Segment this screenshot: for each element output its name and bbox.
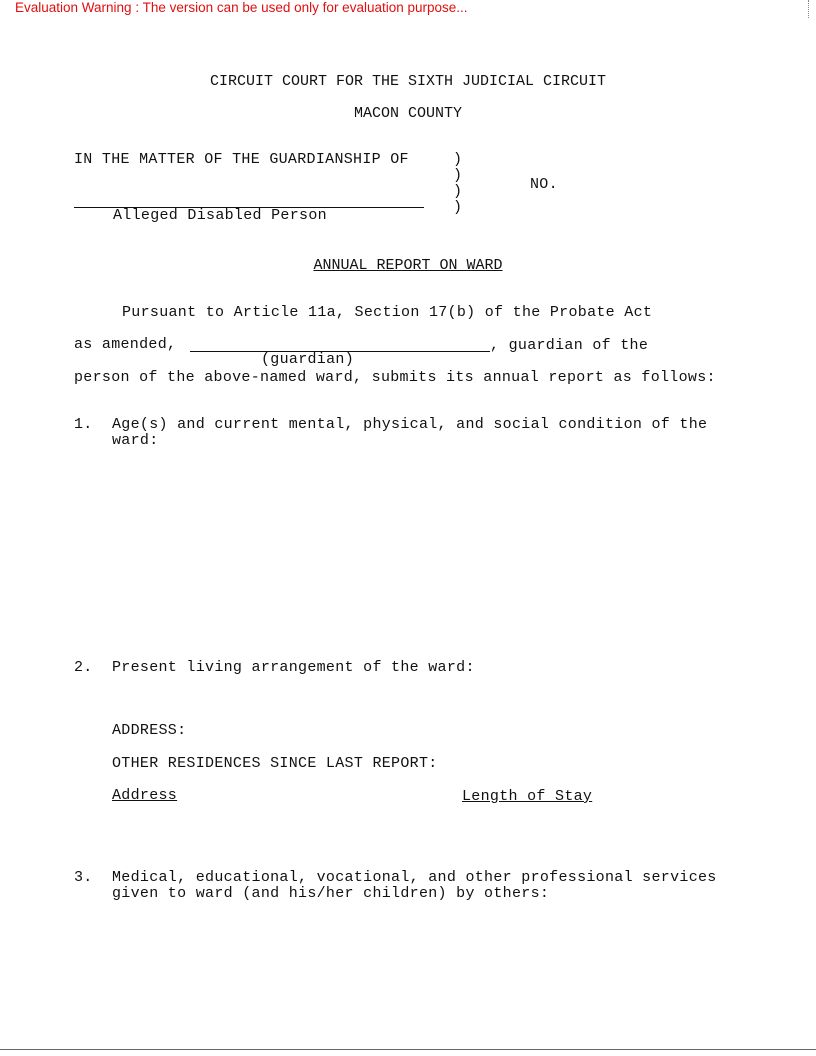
item-1-line-1: Age(s) and current mental, physical, and social condition of the	[112, 416, 708, 433]
case-number-label: NO.	[530, 176, 558, 193]
guardian-label: (guardian)	[261, 351, 355, 368]
court-name: CIRCUIT COURT FOR THE SIXTH JUDICIAL CIRCUIT	[209, 73, 607, 90]
page-bottom-edge	[0, 1049, 816, 1050]
address-column-header: Address	[112, 787, 178, 804]
item-number: 1.	[74, 416, 93, 433]
evaluation-warning: Evaluation Warning : The version can be used only for evaluation purpose...	[15, 0, 468, 15]
address-label: ADDRESS:	[112, 722, 187, 739]
other-residences-label: OTHER RESIDENCES SINCE LAST REPORT:	[112, 755, 438, 772]
caption-paren: )	[453, 183, 463, 200]
item-number: 3.	[74, 869, 93, 886]
item-3-line-2: given to ward (and his/her children) by others:	[112, 885, 550, 902]
intro-line-2-end: , guardian of the	[490, 337, 649, 354]
item-3-line-1: Medical, educational, vocational, and other professional services	[112, 869, 717, 886]
caption-paren: )	[453, 151, 463, 168]
item-1-line-2: ward:	[112, 432, 159, 449]
intro-line-1: Pursuant to Article 11a, Section 17(b) of the Probate Act	[122, 304, 653, 321]
caption-paren: )	[453, 199, 463, 216]
caption-paren: )	[453, 167, 463, 184]
edge-mark	[808, 0, 810, 18]
matter-label: IN THE MATTER OF THE GUARDIANSHIP OF	[74, 151, 409, 168]
county-name: MACON COUNTY	[353, 105, 463, 122]
party-label: Alleged Disabled Person	[113, 207, 327, 224]
intro-line-2-start: as amended,	[74, 336, 177, 353]
length-of-stay-column-header: Length of Stay	[462, 788, 593, 805]
intro-line-3: person of the above-named ward, submits its annual report as follows:	[74, 369, 716, 386]
report-title: ANNUAL REPORT ON WARD	[313, 257, 503, 274]
item-2-line-1: Present living arrangement of the ward:	[112, 659, 475, 676]
item-number: 2.	[74, 659, 93, 676]
